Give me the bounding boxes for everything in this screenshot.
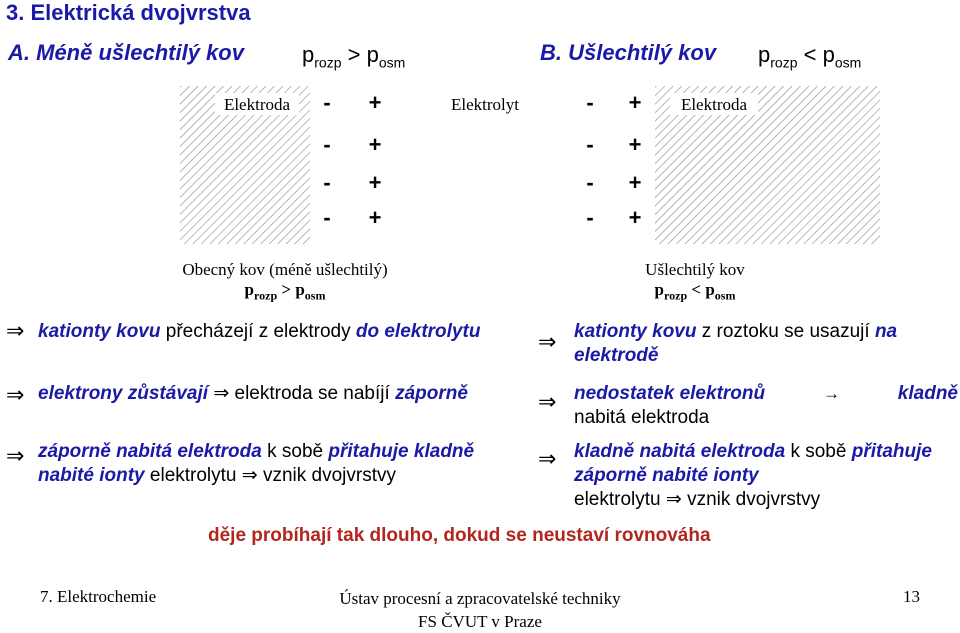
left-p1-c: do elektrolytu	[355, 321, 481, 342]
conclusion-text: děje probíhají tak dlouho, dokud se neustaví rovnováha	[208, 525, 711, 546]
left-caption-op: >	[277, 280, 296, 299]
section-a-op: >	[341, 42, 367, 67]
bullet-arrow-icon: ⇒	[6, 318, 25, 343]
left-caption	[155, 260, 415, 303]
plus-charge: +	[628, 90, 642, 115]
footer-institution	[300, 587, 660, 633]
right-caption-sub2: osm	[714, 288, 736, 303]
minus-charge: -	[586, 170, 594, 195]
footer-institution-line1: Ústav procesní a zpracovatelské techniky	[339, 589, 621, 608]
minus-charge: -	[323, 170, 331, 195]
left-caption-p2: p	[295, 280, 305, 299]
minus-charge: -	[586, 205, 594, 230]
section-b-condition	[758, 42, 861, 70]
footer-chapter: 7. Elektrochemie	[40, 587, 157, 606]
section-b-label: B. Ušlechtilý kov	[540, 40, 717, 65]
right-p1-a: kationty kovu	[574, 321, 697, 342]
bullet-arrow-icon: ⇒	[6, 443, 25, 468]
minus-charge: -	[586, 132, 594, 157]
left-p2-a: elektrony zůstávají	[38, 383, 209, 404]
section-b-p2: p	[822, 42, 835, 67]
bullet-arrow-icon: ⇒	[538, 389, 557, 414]
left-p1-a: kationty kovu	[38, 321, 161, 342]
electrolyte-label: Elektrolyt	[451, 95, 519, 114]
right-p3-d: elektrolytu	[574, 489, 666, 510]
right-p1-b: z roztoku se usazují	[696, 321, 875, 342]
left-p3-b: k sobě	[261, 441, 329, 462]
plus-charge: +	[628, 170, 642, 195]
right-point-2	[574, 382, 958, 430]
right-caption	[580, 260, 810, 303]
right-caption-p: p	[654, 280, 665, 299]
left-caption-line2	[155, 280, 415, 303]
plus-charge: +	[368, 170, 382, 195]
left-p1-b: přecházejí z elektrody	[160, 321, 356, 342]
footer-institution-line2: FS ČVUT v Praze	[418, 612, 542, 631]
slide-title: 3. Elektrická dvojvrstva	[6, 0, 251, 25]
right-caption-sub1: rozp	[664, 288, 688, 303]
section-a-p2: p	[366, 42, 379, 67]
left-p3-e: vznik dvojvrstvy	[257, 465, 397, 486]
bullet-arrow-icon: ⇒	[538, 446, 557, 471]
minus-charge: -	[323, 132, 331, 157]
right-point-1	[574, 320, 958, 368]
left-electrode-label: Elektroda	[223, 95, 291, 114]
section-a-label: A. Méně ušlechtilý kov	[8, 40, 244, 65]
left-p2-b: elektroda se nabíjí	[229, 383, 396, 404]
inline-arrow-icon: ⇒	[665, 489, 682, 510]
plus-charge: +	[368, 132, 382, 157]
section-a-condition	[302, 42, 405, 70]
right-p3-e: vznik dvojvrstvy	[681, 489, 821, 510]
right-caption-line1: Ušlechtilý kov	[645, 260, 745, 279]
bullet-arrow-icon: ⇒	[538, 329, 557, 354]
inline-arrow-icon: ⇒	[241, 465, 258, 486]
left-point-3	[38, 440, 490, 488]
left-p2-c: záporně	[395, 383, 468, 404]
left-caption-sub1: rozp	[254, 288, 278, 303]
right-p3-b: k sobě	[785, 441, 852, 462]
right-electrode-label: Elektroda	[680, 95, 748, 114]
right-caption-line2	[580, 280, 810, 303]
right-p2-line1	[574, 382, 958, 406]
section-b-op: <	[797, 42, 823, 67]
double-layer-diagram	[0, 80, 960, 250]
left-point-1	[38, 320, 490, 344]
right-caption-op: <	[687, 280, 706, 299]
right-p3-c: přitahuje záporně nabité ionty	[574, 441, 932, 486]
minus-charge: -	[323, 205, 331, 230]
section-b-sub2: osm	[834, 54, 862, 71]
minus-charge: -	[323, 90, 331, 115]
section-a-sub1: rozp	[314, 54, 342, 71]
left-p3-d: elektrolytu	[144, 465, 242, 486]
bullet-arrow-icon: ⇒	[6, 382, 25, 407]
right-p2-b: kladně	[897, 383, 958, 404]
section-b-p: p	[758, 42, 771, 67]
left-p3-c: přitahuje kladně nabité ionty	[38, 441, 475, 486]
right-p1-c: na elektrodě	[574, 321, 898, 366]
plus-charge: +	[628, 205, 642, 230]
left-p3-a: záporně nabitá elektroda	[38, 441, 262, 462]
plus-charge: +	[368, 205, 382, 230]
right-caption-p2: p	[705, 280, 715, 299]
section-b-sub1: rozp	[770, 54, 798, 71]
right-point-3	[574, 440, 958, 512]
page-number: 13	[903, 587, 920, 606]
left-caption-line1: Obecný kov (méně ušlechtilý)	[182, 260, 388, 279]
inline-arrow-icon: ⇒	[213, 383, 230, 404]
right-p3-a: kladně nabitá elektroda	[574, 441, 786, 462]
left-caption-sub2: osm	[304, 288, 326, 303]
right-p2-c: nabitá elektroda	[574, 407, 710, 428]
section-a-p: p	[302, 42, 315, 67]
section-a-sub2: osm	[378, 54, 406, 71]
plus-charge: +	[628, 132, 642, 157]
left-point-2	[38, 382, 490, 406]
right-p2-a: nedostatek elektronů	[574, 383, 766, 404]
minus-charge: -	[586, 90, 594, 115]
plus-charge: +	[368, 90, 382, 115]
small-arrow-icon: →	[822, 384, 840, 403]
left-caption-p: p	[244, 280, 255, 299]
